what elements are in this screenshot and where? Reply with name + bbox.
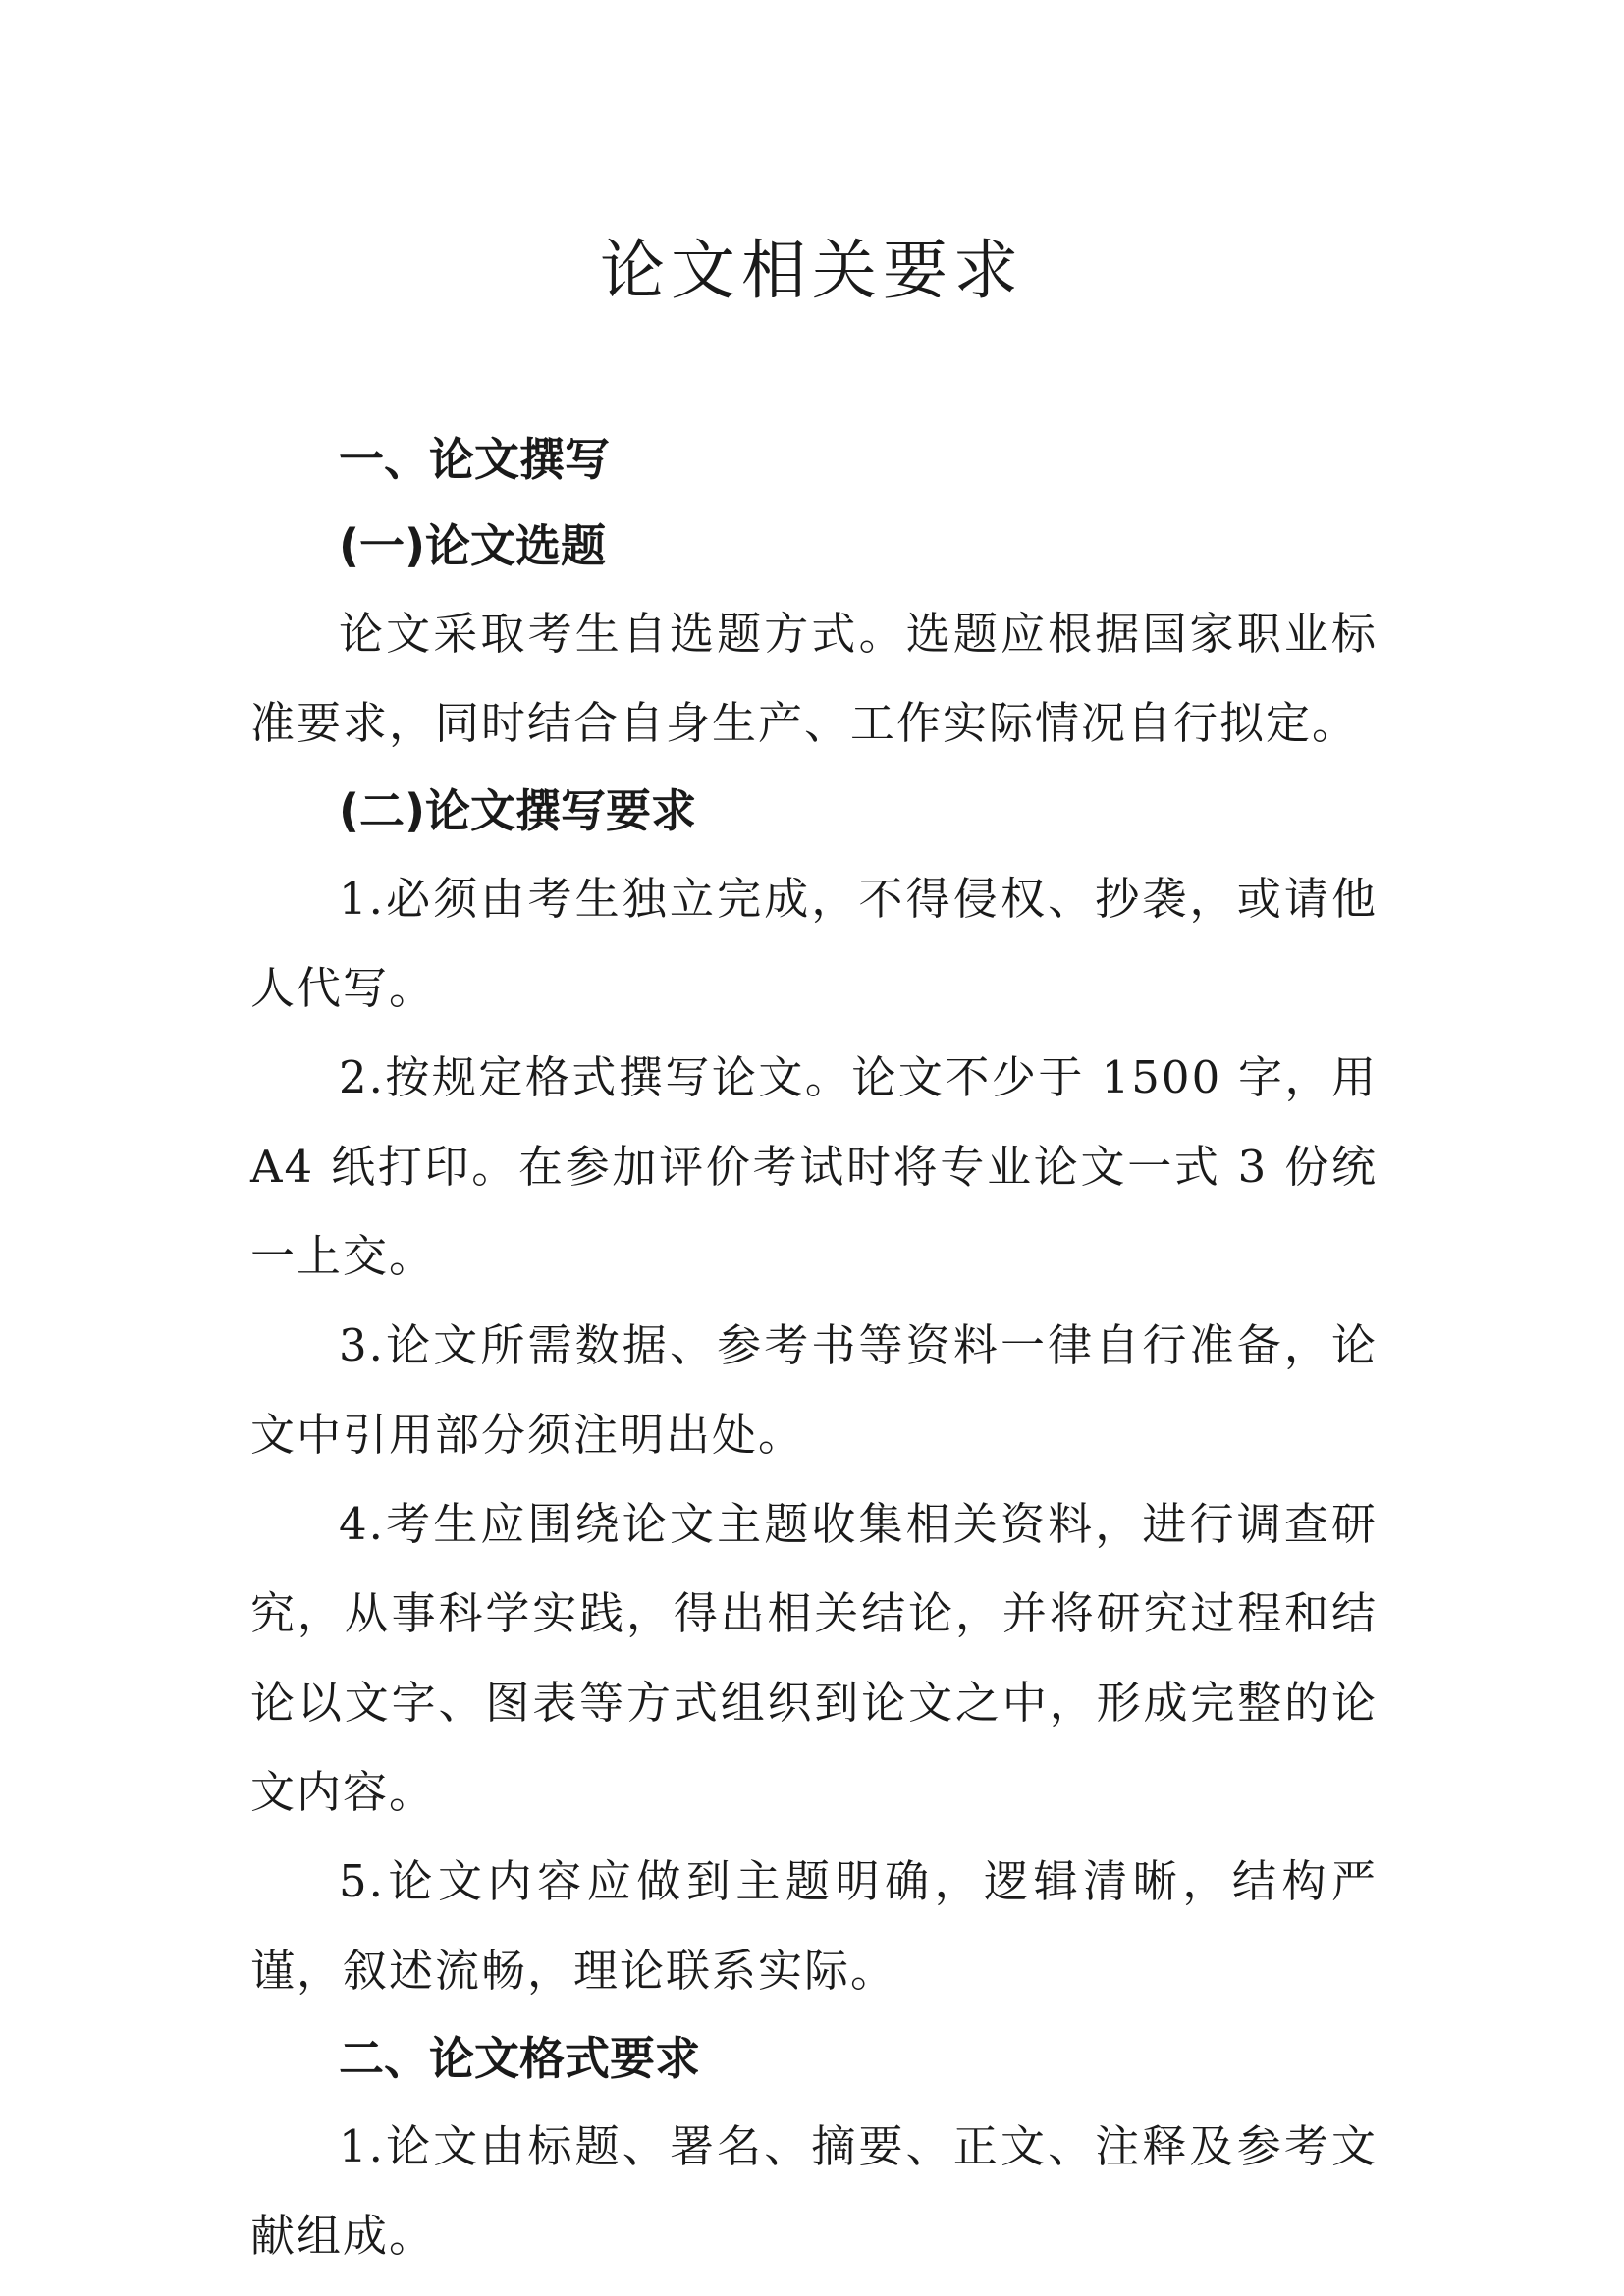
requirement-item-5: 5.论文内容应做到主题明确，逻辑清晰，结构严谨，叙述流畅，理论联系实际。: [250, 1855, 1378, 1997]
requirement-item-4: 4.考生应围绕论文主题收集相关资料，进行调查研究，从事科学实践，得出相关结论，并将研究过程和结论以文字、图表等方式组织到论文之中，形成完整的论文内容。: [250, 1498, 1378, 1818]
format-item-1: 1.论文由标题、署名、摘要、正文、注释及参考文献组成。: [250, 2120, 1378, 2262]
subsection-heading-topic: (一)论文选题: [339, 519, 607, 572]
requirement-item-3: 3.论文所需数据、参考书等资料一律自行准备，论文中引用部分须注明出处。: [250, 1319, 1378, 1461]
document-body: [250, 416, 1378, 2280]
subsection-heading-requirements: (二)论文撰写要求: [339, 784, 697, 837]
page-title: 论文相关要求: [600, 233, 1024, 308]
paragraph-topic: 论文采取考生自选题方式。选题应根据国家职业标准要求，同时结合自身生产、工作实际情况自行拟定。: [250, 608, 1378, 749]
section-heading-writing: 一、论文撰写: [339, 433, 610, 486]
requirement-item-2: 2.按规定格式撰写论文。论文不少于 1500 字，用 A4 纸打印。在参加评价考试时将专业论文一式 3 份统一上交。: [250, 1051, 1378, 1282]
requirement-item-1: 1.必须由考生独立完成，不得侵权、抄袭，或请他人代写。: [250, 873, 1378, 1014]
section-heading-format: 二、论文格式要求: [339, 2032, 700, 2085]
